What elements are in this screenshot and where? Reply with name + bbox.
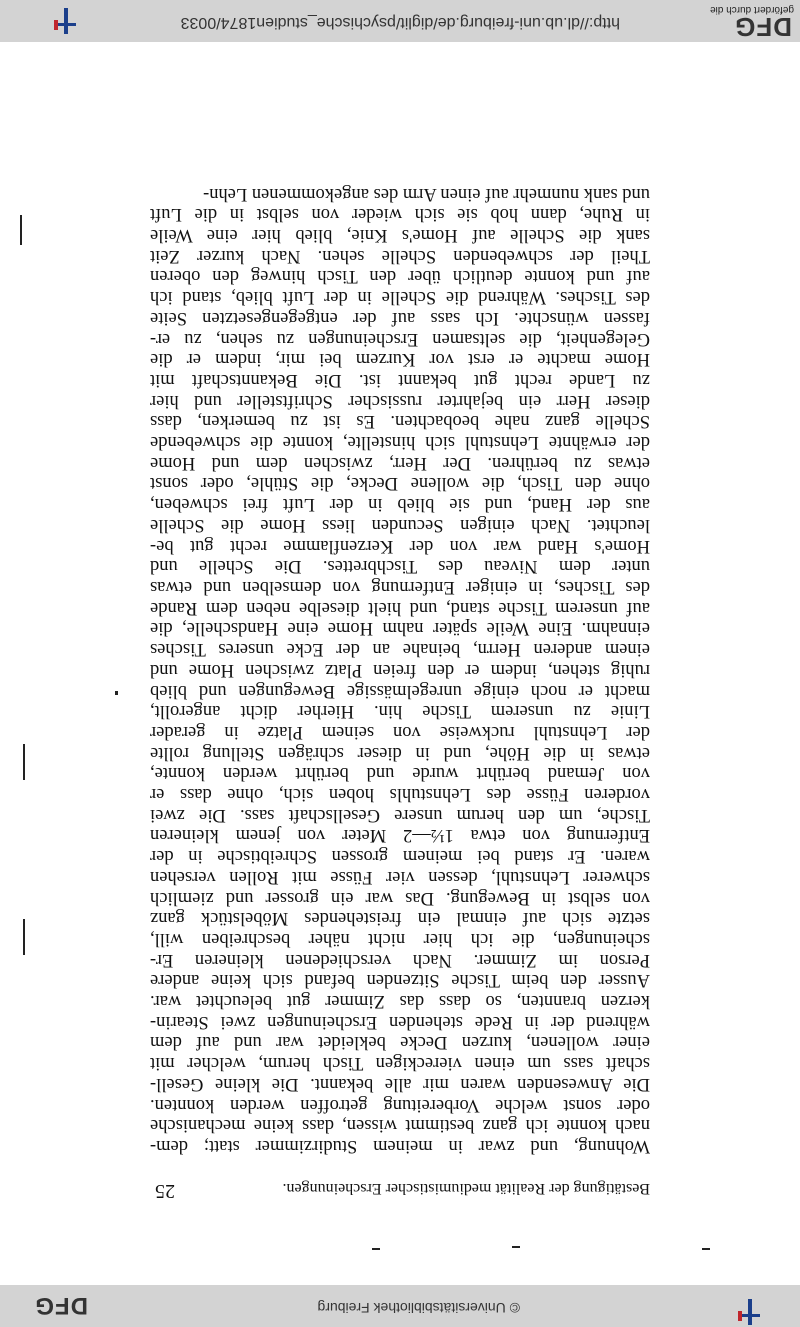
page-body-text bbox=[150, 183, 650, 1156]
viewer-bottom-bar bbox=[0, 1285, 800, 1327]
text-line: ruhig stehen, indem er den freien Platz zwischen Home und bbox=[150, 659, 650, 680]
text-line: einnahm. Eine Weile später nahm Home eine Handschelle, die bbox=[150, 618, 650, 639]
copyright-text: © Universitätsbibliothek Freiburg bbox=[317, 1300, 520, 1316]
text-line: oder sonst welche Vorbereitung getroffen werden konnten. bbox=[150, 1094, 650, 1115]
text-line: Schelle ganz nahe beobachten. Es ist zu bemerken, dass bbox=[150, 411, 650, 432]
text-line: einer wollenen, kurzen Decke bekleidet war und auf dem bbox=[150, 1032, 650, 1053]
text-line: schaft sass um einen viereckigen Tisch herum, welcher mit bbox=[150, 1053, 650, 1074]
text-line: unter dem Niveau des Tischbrettes. Die Schelle und bbox=[150, 556, 650, 577]
document-url-link[interactable]: http://dl.ub.uni-freiburg.de/diglit/psychische_studien1874/0033 bbox=[180, 14, 620, 31]
margin-mark bbox=[23, 744, 25, 780]
text-line: sank die Schelle auf Home's Knie, blieb hier eine Weile bbox=[150, 225, 650, 246]
text-line: leuchtet. Nach einigen Secunden liess Home die Schelle bbox=[150, 514, 650, 535]
text-line: einem anderen Herrn, beinahe an der Ecke unseres Tisches bbox=[150, 639, 650, 660]
text-line: etwas in die Höhe, und in dieser schrägen Stellung rollte bbox=[150, 742, 650, 763]
text-line: des Tisches. Während die Schelle in der Luft blieb, stand ich bbox=[150, 287, 650, 308]
text-line: in Ruhe, dann hob sie sich wieder von selbst in die Luft bbox=[150, 204, 650, 225]
text-line: aus der Hand, und sie blieb in der Luft frei schweben, bbox=[150, 494, 650, 515]
margin-mark bbox=[23, 919, 25, 955]
text-line: Home machte er erst vor Kurzem bei mir, indem er die bbox=[150, 349, 650, 370]
text-line: setzte sich auf einmal ein freistehendes Möbelstück ganz bbox=[150, 908, 650, 929]
page-number: 25 bbox=[155, 1180, 175, 1202]
text-line: zu Lande recht gut bekannt ist. Die Bekanntschaft mit bbox=[150, 369, 650, 390]
text-line: und sank nunmehr auf einen Arm des angekommenen Lehn- bbox=[203, 183, 650, 204]
text-line: auf und konnte deutlich über den Tisch hinweg den oberen bbox=[150, 266, 650, 287]
scanned-page bbox=[0, 32, 800, 1285]
text-line: dieser Herr ein bejahrter russischer Schriftsteller und hier bbox=[150, 390, 650, 411]
text-line: waren. Er stand bei meinem grossen Schreibtische in der bbox=[150, 846, 650, 867]
text-line: des Tisches, in einiger Entfernung von demselben und etwas bbox=[150, 577, 650, 598]
text-line: schwerer Lehnstuhl, dessen vier Füsse mit Rollen versehen bbox=[150, 866, 650, 887]
text-line: fassen wünschte. Ich sass auf der entgegengesetzten Seite bbox=[150, 307, 650, 328]
text-line: Home's Hand war von der Kerzenflamme recht gut be- bbox=[150, 535, 650, 556]
text-line: nach konnte ich ganz bestimmt wissen, dass keine mechanische bbox=[150, 1115, 650, 1136]
text-line: Tische, um den herum unsere Gesellschaft sass. Die zwei bbox=[150, 804, 650, 825]
dfg-logo-partial: DFG bbox=[34, 1292, 88, 1319]
ub-logo-icon bbox=[736, 1299, 764, 1325]
text-line: Ausser den beim Tische Sitzenden befand sich keine andere bbox=[150, 970, 650, 991]
text-line: vorderen Füsse des Lehnstuhls hoben sich, ohne dass er bbox=[150, 784, 650, 805]
text-line: ohne den Tisch, die wollene Decke, die Stühle, oder sonst bbox=[150, 473, 650, 494]
text-line: von selbst in Bewegung. Das war ein grosser und ziemlich bbox=[150, 887, 650, 908]
text-line: kerzen brannten, so dass das Zimmer gut beleuchtet war. bbox=[150, 991, 650, 1012]
text-line: Entfernung von etwa 1½—2 Meter von jenem kleineren bbox=[150, 825, 650, 846]
text-line: während der in Rede stehenden Erscheinungen zwei Stearin- bbox=[150, 1011, 650, 1032]
ub-logo-top-icon bbox=[52, 8, 80, 34]
running-header-text: Bestätigung der Realität mediumistischer Erscheinungen. bbox=[282, 1180, 650, 1197]
funded-by-caption: gefördert durch die bbox=[710, 4, 794, 15]
text-line: scheinungen, die ich hier nicht näher beschreiben will, bbox=[150, 928, 650, 949]
text-line: Wohnung, und zwar in meinem Studirzimmer statt; dem- bbox=[150, 1136, 650, 1156]
text-line: Die Anwesenden waren mir alle bekannt. Die kleine Gesell- bbox=[150, 1073, 650, 1094]
scan-mark bbox=[372, 1248, 380, 1250]
text-line: der erwähnte Lehnstuhl sich hinstellte, konnte die schwebende bbox=[150, 432, 650, 453]
margin-mark bbox=[20, 215, 22, 245]
text-line: etwas zu berühren. Der Herr, zwischen dem und Home bbox=[150, 452, 650, 473]
text-line: der Lehnstuhl ruckweise von seinem Platze in gerader bbox=[150, 721, 650, 742]
text-line: Person im Zimmer. Nach verschiedenen kleineren Er- bbox=[150, 949, 650, 970]
viewer-top-bar bbox=[0, 0, 800, 42]
text-line: auf unserem Tische stand, und hielt dieselbe neben dem Rande bbox=[150, 597, 650, 618]
dfg-logo: DFG bbox=[734, 12, 792, 42]
text-line: Gelegenheit, die seltsamen Erscheinungen zu sehen, zu er- bbox=[150, 328, 650, 349]
ink-spot bbox=[115, 691, 118, 695]
running-header bbox=[150, 1179, 650, 1197]
text-line: Linie zu unserem Tische hin. Hierher dicht angerollt, bbox=[150, 701, 650, 722]
scan-mark bbox=[702, 1248, 710, 1250]
text-line: Theil der schwebenden Schelle sehen. Nach kurzer Zeit bbox=[150, 245, 650, 266]
scan-mark bbox=[512, 1246, 520, 1248]
text-line: von Jemand berührt wurde und berührt werden konnte, bbox=[150, 763, 650, 784]
text-line: macht er noch einige unregelmässige Bewegungen und blieb bbox=[150, 680, 650, 701]
